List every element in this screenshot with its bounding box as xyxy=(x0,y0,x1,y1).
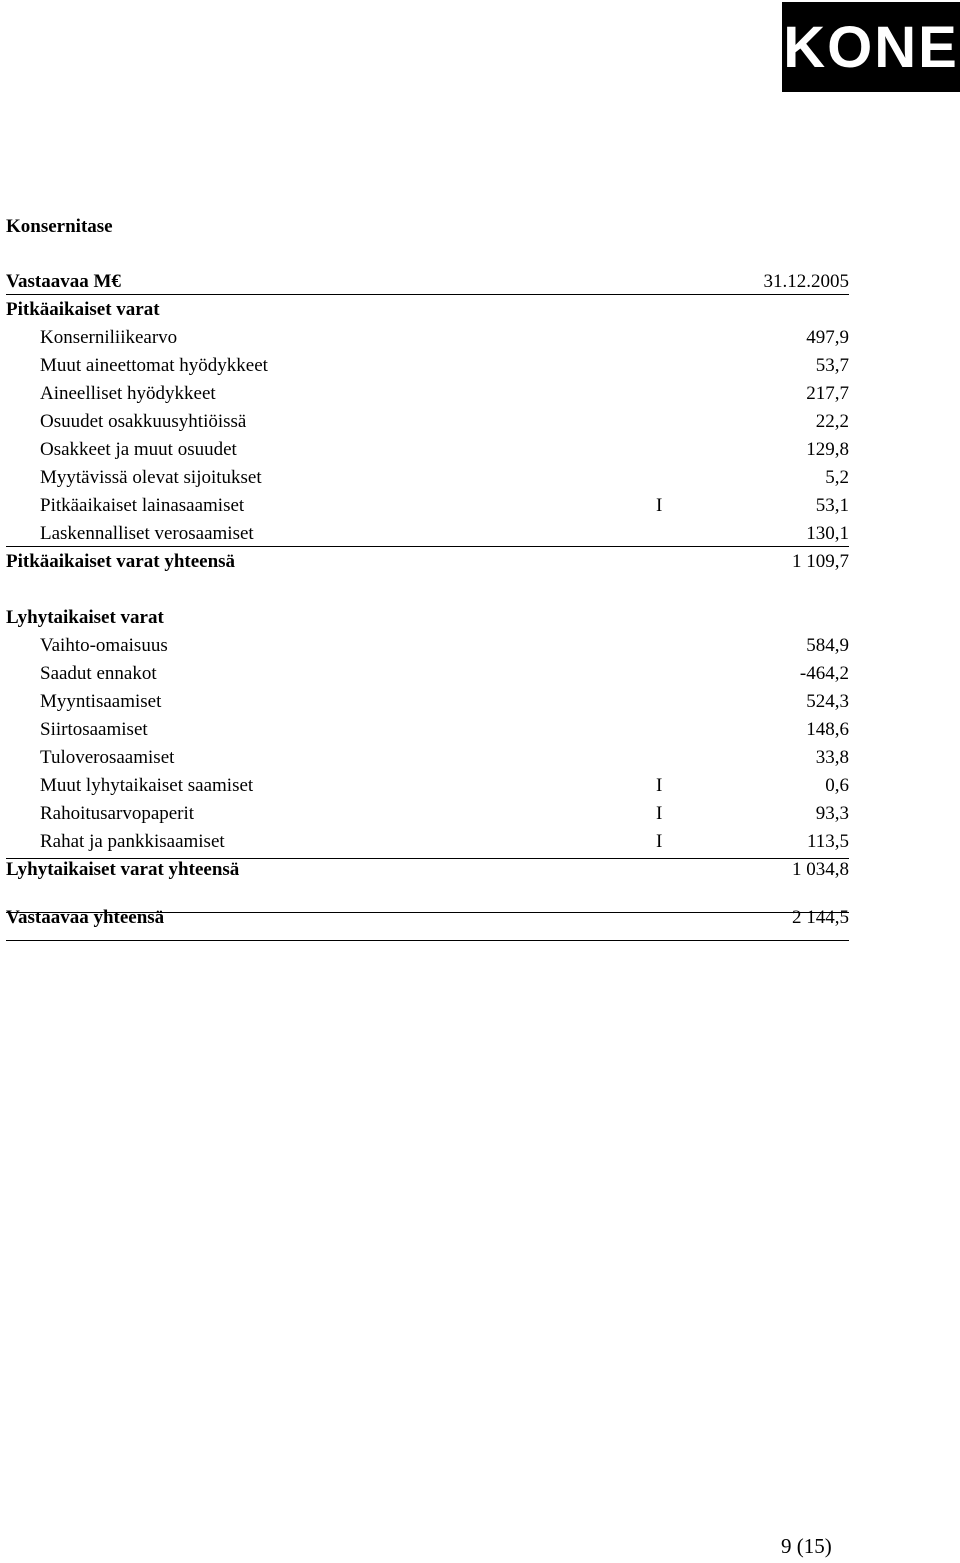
row-value: 524,3 xyxy=(806,691,849,712)
row-label: Osakkeet ja muut osuudet xyxy=(40,439,237,460)
row-label: Osuudet osakkuusyhtiöissä xyxy=(40,411,247,432)
row-value: 129,8 xyxy=(806,439,849,460)
row-label: Vaihto-omaisuus xyxy=(40,635,168,656)
row-value: 22,2 xyxy=(815,411,849,432)
row-value: 130,1 xyxy=(806,523,849,544)
row-value: 33,8 xyxy=(815,747,849,768)
row-mark: I xyxy=(656,831,663,852)
row-label: Rahoitusarvopaperit xyxy=(40,803,195,824)
row-mark: I xyxy=(656,775,663,796)
section-total-row xyxy=(6,548,849,576)
row-value: 148,6 xyxy=(806,719,849,740)
section-heading xyxy=(6,604,849,632)
table-row xyxy=(6,660,849,688)
section-heading-label: Pitkäaikaiset varat xyxy=(6,299,160,320)
row-value: 53,7 xyxy=(815,355,849,376)
grand-total-value: 2 144,5 xyxy=(792,907,849,928)
page-number: 9 (15) xyxy=(781,1534,832,1558)
row-value: 497,9 xyxy=(806,327,849,348)
grand-total-bottom-rule xyxy=(6,940,849,941)
row-label: Laskennalliset verosaamiset xyxy=(40,523,254,544)
table-row xyxy=(6,436,849,464)
row-value: 93,3 xyxy=(815,803,849,824)
table-row xyxy=(6,464,849,492)
row-label: Muut aineettomat hyödykkeet xyxy=(40,355,268,376)
row-label: Myytävissä olevat sijoitukset xyxy=(40,467,262,488)
grand-total-label: Vastaavaa yhteensä xyxy=(6,907,165,928)
row-value: 0,6 xyxy=(825,775,849,796)
row-value: 113,5 xyxy=(806,831,849,852)
section-total-row xyxy=(6,856,849,884)
table-row xyxy=(6,800,849,828)
balance-sheet-table xyxy=(6,268,849,932)
table-row xyxy=(6,324,849,352)
row-label: Pitkäaikaiset lainasaamiset xyxy=(40,495,245,516)
subtotal-rule xyxy=(6,546,849,547)
row-mark: I xyxy=(656,803,663,824)
row-value: 217,7 xyxy=(806,383,849,404)
logo-text: KONE xyxy=(783,15,959,80)
table-row xyxy=(6,828,849,856)
row-value: 5,2 xyxy=(825,467,849,488)
row-value: 584,9 xyxy=(806,635,849,656)
table-row xyxy=(6,352,849,380)
table-row xyxy=(6,380,849,408)
row-label: Rahat ja pankkisaamiset xyxy=(40,831,225,852)
grand-total-row xyxy=(6,904,849,932)
section-total-value: 1 034,8 xyxy=(792,859,849,880)
spacer xyxy=(6,576,849,604)
row-value: 53,1 xyxy=(815,495,849,516)
section-total-label: Lyhytaikaiset varat yhteensä xyxy=(6,859,240,880)
table-row xyxy=(6,716,849,744)
header-label: Vastaavaa M€ xyxy=(6,271,121,292)
table-row xyxy=(6,772,849,800)
row-mark: I xyxy=(656,495,663,516)
row-label: Saadut ennakot xyxy=(40,663,157,684)
table-row xyxy=(6,408,849,436)
section-heading xyxy=(6,296,849,324)
row-label: Konserniliikearvo xyxy=(40,327,178,348)
row-label: Aineelliset hyödykkeet xyxy=(40,383,216,404)
section-total-label: Pitkäaikaiset varat yhteensä xyxy=(6,551,236,572)
row-label: Myyntisaamiset xyxy=(40,691,162,712)
kone-logo xyxy=(782,2,960,92)
header-rule xyxy=(6,294,849,295)
header-date: 31.12.2005 xyxy=(763,271,849,292)
table-row xyxy=(6,492,849,520)
section-total-value: 1 109,7 xyxy=(792,551,849,572)
row-label: Muut lyhytaikaiset saamiset xyxy=(40,775,254,796)
row-label: Tuloverosaamiset xyxy=(40,747,175,768)
table-header-row xyxy=(6,268,849,296)
row-value: -464,2 xyxy=(799,663,849,684)
table-row xyxy=(6,632,849,660)
section-heading-label: Lyhytaikaiset varat xyxy=(6,607,164,628)
table-row xyxy=(6,520,849,548)
page-title: Konsernitase xyxy=(6,216,113,237)
table-row xyxy=(6,688,849,716)
table-row xyxy=(6,744,849,772)
row-label: Siirtosaamiset xyxy=(40,719,148,740)
